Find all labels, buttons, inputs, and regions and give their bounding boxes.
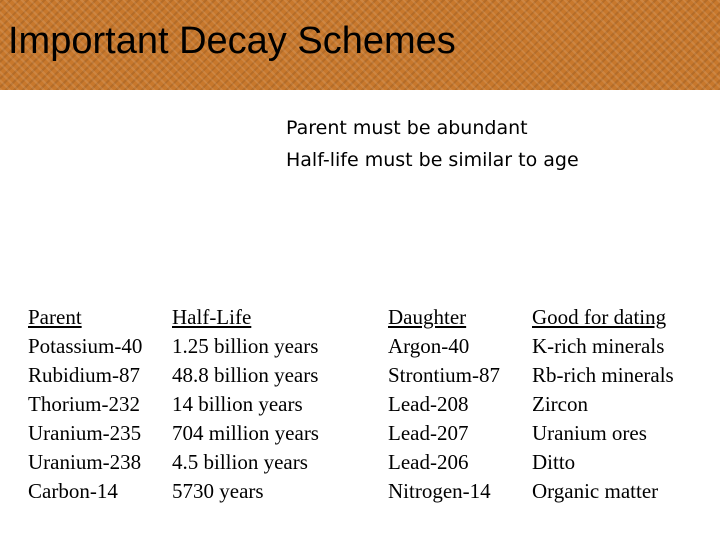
table-header-row	[0, 303, 720, 332]
table-cell-daughter: Argon-40	[388, 334, 470, 358]
table-row	[0, 361, 720, 390]
table-row	[0, 477, 720, 506]
table-cell-daughter: Lead-207	[388, 421, 469, 445]
column-header-daughter: Daughter	[388, 305, 467, 329]
table-cell-good-for-dating: Organic matter	[532, 479, 659, 503]
title-banner	[0, 0, 720, 90]
decay-table	[0, 303, 720, 506]
table-cell-daughter: Strontium-87	[388, 363, 501, 387]
table-cell-half-life: 14 billion years	[172, 392, 303, 416]
table-cell-good-for-dating: Rb-rich minerals	[532, 363, 674, 387]
table-cell-good-for-dating: Uranium ores	[532, 421, 647, 445]
table-cell-daughter: Nitrogen-14	[388, 479, 491, 503]
table-cell-half-life: 5730 years	[172, 479, 264, 503]
table-row	[0, 390, 720, 419]
column-header-parent: Parent	[28, 305, 82, 329]
table-cell-half-life: 48.8 billion years	[172, 363, 319, 387]
table-cell-good-for-dating: Ditto	[532, 450, 576, 474]
column-header-half-life: Half-Life	[172, 305, 252, 329]
table-cell-half-life: 1.25 billion years	[172, 334, 319, 358]
table-cell-half-life: 4.5 billion years	[172, 450, 308, 474]
table-cell-daughter: Lead-208	[388, 392, 469, 416]
table-cell-parent: Carbon-14	[28, 479, 118, 503]
table-cell-parent: Rubidium-87	[28, 363, 141, 387]
slide-title: Important Decay Schemes	[8, 20, 456, 62]
table-row	[0, 419, 720, 448]
notes-block	[286, 112, 579, 176]
table-cell-half-life: 704 million years	[172, 421, 319, 445]
note-line: Half-life must be similar to age	[286, 149, 579, 171]
table-cell-parent: Uranium-238	[28, 450, 142, 474]
note-line: Parent must be abundant	[286, 117, 528, 139]
table-cell-daughter: Lead-206	[388, 450, 469, 474]
table-row	[0, 448, 720, 477]
column-header-good-for-dating: Good for dating	[532, 305, 667, 329]
table-cell-good-for-dating: Zircon	[532, 392, 588, 416]
table-cell-parent: Potassium-40	[28, 334, 143, 358]
table-cell-parent: Uranium-235	[28, 421, 142, 445]
table-row	[0, 332, 720, 361]
table-cell-parent: Thorium-232	[28, 392, 140, 416]
table-cell-good-for-dating: K-rich minerals	[532, 334, 665, 358]
